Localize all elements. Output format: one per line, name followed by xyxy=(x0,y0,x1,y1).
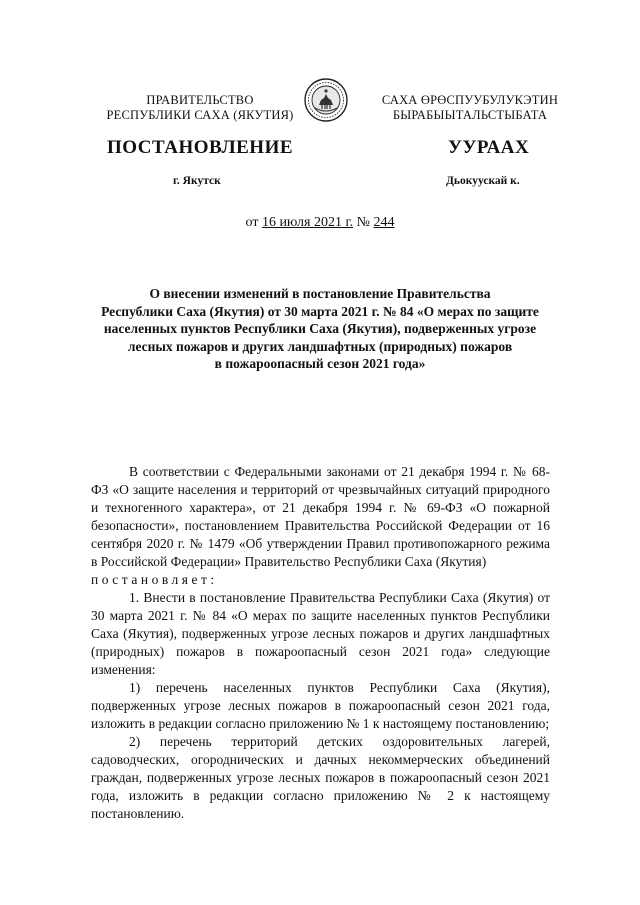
decree-date: 16 июля 2021 г. xyxy=(261,215,354,230)
city-sah: Дьокуускай к. xyxy=(446,175,520,187)
decree-body xyxy=(91,463,550,823)
subitem-1-paragraph: 1) перечень населенных пунктов Республики Саха (Якутия), подверженных угрозе лесных пожаров в пожароопасный сезон 2021 года, изложить в редакции согласно приложению № 1 к настоящему постановлению; xyxy=(91,680,550,731)
issuer-ru xyxy=(100,93,300,123)
preamble-paragraph: В соответствии с Федеральными законами от 21 декабря 1994 г. № 68-ФЗ «О защите населения и территорий от чрезвычайных ситуаций природного и техногенного характера», от 21 декабря 1994 г. № 69-ФЗ «О пожарной безопасности», постановлением Правительства Российской Федерации от 16 сентября 2020 г. № 1479 «Об утверждении Правил противопожарного режима в Российской Федерации» Правительство Республики Саха (Якутия) xyxy=(91,464,550,569)
title-line: в пожароопасный сезон 2021 года» xyxy=(214,356,426,371)
title-line: лесных пожаров и других ландшафтных (природных) пожаров xyxy=(127,338,513,354)
issuer-sah xyxy=(370,93,570,123)
decree-number: 244 xyxy=(373,215,395,230)
issuer-sah-line2: БЫРАБЫЫТАЛЬСТЫБАТА xyxy=(392,108,548,122)
decree-verb xyxy=(91,571,550,589)
subitem-2-paragraph: 2) перечень территорий детских оздоровительных лагерей, садоводческих, огороднических и дачных некоммерческих объединений граждан, подверженных угрозе лесных пожаров в пожароопасный сезон 2021 года, изложить в редакции согласно приложению № 2 к настоящему постановлению. xyxy=(91,734,550,821)
coat-of-arms-icon xyxy=(304,78,348,122)
number-label: № xyxy=(353,215,374,230)
city-ru: г. Якутск xyxy=(173,175,221,187)
doc-type-ru: ПОСТАНОВЛЕНИЕ xyxy=(107,137,294,158)
title-line: населенных пунктов Республики Саха (Якутия), подверженных угрозе xyxy=(103,321,537,336)
decree-title xyxy=(80,285,560,373)
issuer-ru-line1: ПРАВИТЕЛЬСТВО xyxy=(146,93,254,107)
issuer-sah-line1: САХА ӨРӨСПУУБУЛУКЭТИН xyxy=(381,93,559,107)
title-line: О внесении изменений в постановление Правительства xyxy=(149,286,491,301)
issuer-ru-line2: РЕСПУБЛИКИ САХА (ЯКУТИЯ) xyxy=(106,108,294,122)
date-prefix: от xyxy=(245,215,262,230)
title-line: Республики Саха (Якутия) от 30 марта 2021 г. № 84 «О мерах по защите xyxy=(101,303,539,319)
item-1-paragraph: 1. Внести в постановление Правительства Республики Саха (Якутия) от 30 марта 2021 г. № 84 «О мерах по защите населенных пунктов Республики Саха (Якутия), подверженных угрозе лесных пожаров и других ландшафтных (природных) пожаров в пожароопасный сезон 2021 года» следующие изменения: xyxy=(91,590,550,677)
decree-verb-text: постановляет: xyxy=(91,572,218,587)
doc-type-sah: УУРААХ xyxy=(448,137,530,158)
decree-date-line xyxy=(0,215,640,231)
